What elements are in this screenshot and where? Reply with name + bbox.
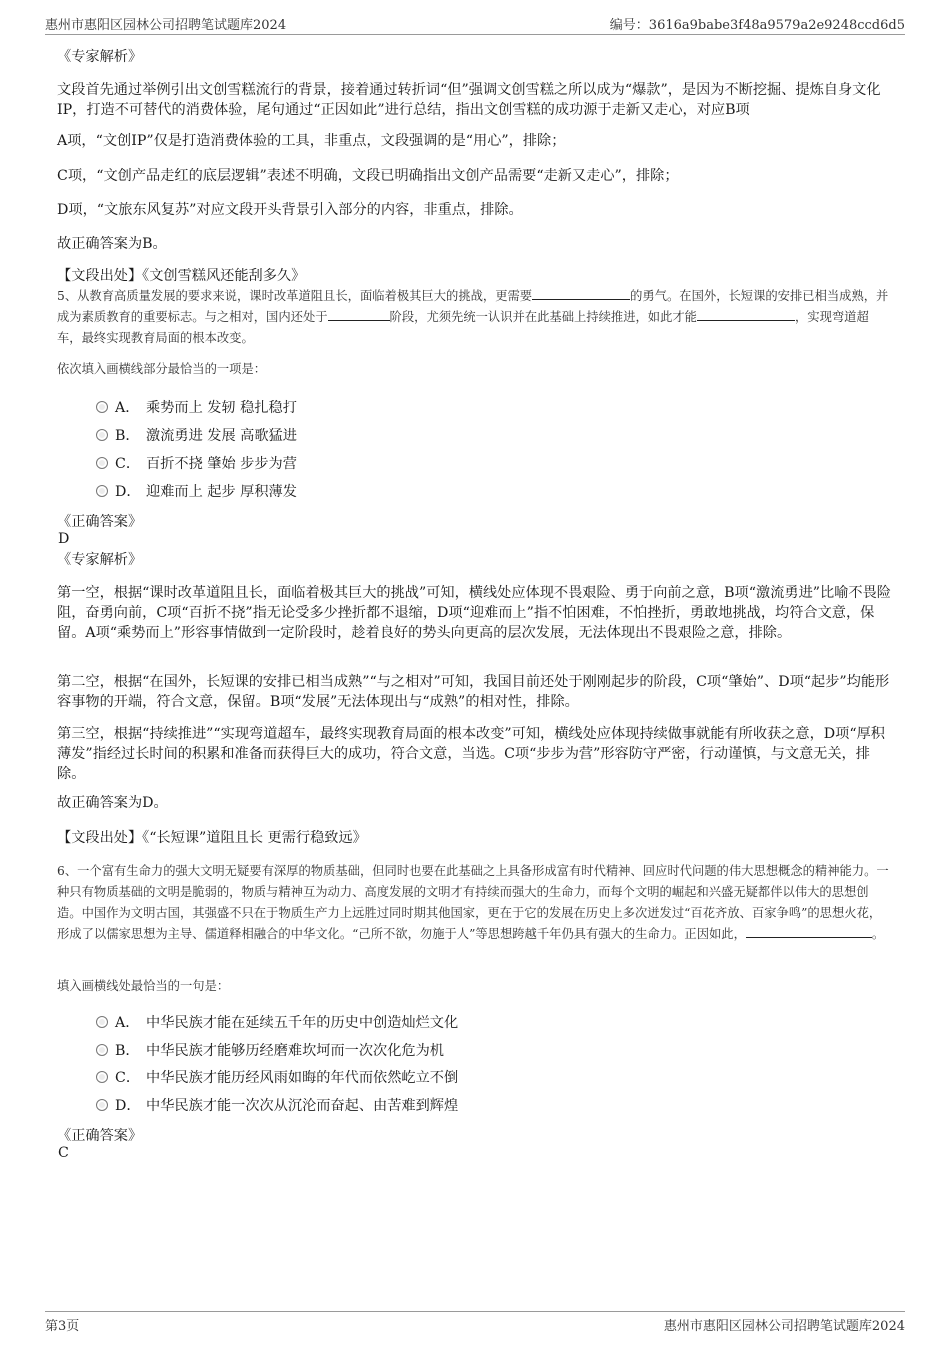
q6-option-b[interactable] bbox=[96, 1041, 444, 1061]
footer-page-number: 第3页 bbox=[45, 1319, 80, 1334]
q5-correct-title: 《正确答案》 bbox=[57, 514, 143, 530]
q6-question-text bbox=[57, 861, 893, 945]
q5-option-d-letter: D． bbox=[115, 484, 141, 500]
q5-source: 【文段出处】《“长短课”道阻且长 更需行稳致远》 bbox=[57, 830, 367, 846]
q5-option-c-text: 百折不挠 肇始 步步为营 bbox=[146, 456, 297, 472]
radio-icon[interactable] bbox=[96, 485, 108, 497]
q6-option-c[interactable] bbox=[96, 1068, 458, 1088]
q5-option-a-letter: A． bbox=[115, 400, 140, 416]
radio-icon[interactable] bbox=[96, 401, 108, 413]
q5-option-d[interactable] bbox=[96, 482, 297, 502]
q6-prompt: 填入画横线处最恰当的一句是： bbox=[57, 979, 230, 993]
q6-option-b-letter: B． bbox=[115, 1043, 140, 1059]
q5-option-b-text: 激流勇进 发展 高歌猛进 bbox=[146, 428, 297, 444]
q5-blank-1 bbox=[532, 286, 630, 300]
q5-option-c[interactable] bbox=[96, 454, 297, 474]
q5-text-d: ，实现弯道超车，最终实现教育局面的根本改变。 bbox=[57, 310, 869, 345]
q5-option-c-letter: C． bbox=[115, 456, 141, 472]
q5-blank-2 bbox=[328, 307, 390, 321]
q4-analysis-p2: A项，“文创IP”仅是打造消费体验的工具，非重点，文段强调的是“用心”，排除； bbox=[57, 133, 566, 149]
q5-analysis-p3: 第三空，根据“持续推进”“实现弯道超车，最终实现教育局面的根本改变”可知，横线处应体现持续做事就能有所收获之意，D项“厚积薄发”指经过长时间的积累和准备而获得巨大的成功，符合文意，当选。C项“步步为营”形容防守严密，行动谨慎，与文意无关，排除。 bbox=[57, 726, 885, 782]
q6-option-d[interactable] bbox=[96, 1096, 458, 1116]
q6-option-c-text: 中华民族才能历经风雨如晦的年代而依然屹立不倒 bbox=[146, 1070, 459, 1086]
q4-analysis-p3: C项，“文创产品走红的底层逻辑”表述不明确，文段已明确指出文创产品需要“走新又走心”，排除； bbox=[57, 168, 679, 184]
q6-option-d-text: 中华民族才能一次次从沉沦而奋起、由苦难到辉煌 bbox=[146, 1098, 459, 1114]
q5-option-b-letter: B． bbox=[115, 428, 140, 444]
q5-option-a[interactable] bbox=[96, 398, 297, 418]
q6-option-a-letter: A． bbox=[115, 1015, 140, 1031]
header-doc-title: 惠州市惠阳区园林公司招聘笔试题库2024 bbox=[45, 18, 287, 33]
radio-icon[interactable] bbox=[96, 1044, 108, 1056]
q6-option-c-letter: C． bbox=[115, 1070, 141, 1086]
q6-correct-answer: C bbox=[58, 1145, 69, 1161]
q4-source: 【文段出处】《文创雪糕风还能刮多久》 bbox=[57, 268, 306, 284]
q6-option-b-text: 中华民族才能够历经磨难坎坷而一次次化危为机 bbox=[146, 1043, 444, 1059]
q5-option-b[interactable] bbox=[96, 426, 297, 446]
q4-analysis-p4: D项，“文旅东风复苏”对应文段开头背景引入部分的内容，非重点，排除。 bbox=[57, 202, 523, 218]
q5-answer-line: 故正确答案为D。 bbox=[57, 795, 168, 811]
radio-icon[interactable] bbox=[96, 429, 108, 441]
q5-text-a: 5、从教育高质量发展的要求来说，课时改革道阻且长，面临着极其巨大的挑战，更需要 bbox=[57, 289, 533, 303]
q5-expert-title: 《专家解析》 bbox=[57, 552, 143, 568]
q5-question-text bbox=[57, 286, 893, 349]
radio-icon[interactable] bbox=[96, 1016, 108, 1028]
q6-correct-title: 《正确答案》 bbox=[57, 1128, 143, 1144]
q5-blank-3 bbox=[697, 307, 795, 321]
q6-option-a[interactable] bbox=[96, 1013, 458, 1033]
q5-option-a-text: 乘势而上 发轫 稳扎稳打 bbox=[146, 400, 297, 416]
q6-text-end: 。 bbox=[871, 927, 885, 941]
q6-text: 6、一个富有生命力的强大文明无疑要有深厚的物质基础，但同时也要在此基础之上具备形成富有时代精神、回应时代问题的伟大思想概念的精神能力。一种只有物质基础的文明是脆弱的，物质与精神互为动力、高度发展的文明才有持续而强大的生命力，而每个文明的崛起和兴盛无疑都伴以伟大的思想创造。中国作为文明古国，其强盛不只在于物质生产力上远胜过同时期其他国家，更在于它的发展在历史上多次迸发过“百花齐放、百家争鸣”的思想火花，形成了以儒家思想为主导、儒道释相融合的中华文化。“己所不欲，勿施于人”等思想跨越千年仍具有强大的生命力。正因如此， bbox=[57, 864, 889, 941]
q5-correct-answer: D bbox=[58, 531, 70, 547]
q4-analysis-p1: 文段首先通过举例引出文创雪糕流行的背景，接着通过转折词“但”强调文创雪糕之所以成为“爆款”，是因为不断挖掘、提炼自身文化IP，打造不可替代的消费体验，尾句通过“正因如此”进行总结，指出文创雪糕的成功源于走新又走心，对应B项 bbox=[57, 82, 881, 118]
q6-blank bbox=[746, 924, 872, 938]
q4-expert-title: 《专家解析》 bbox=[57, 49, 143, 65]
q4-answer-line: 故正确答案为B。 bbox=[57, 236, 167, 252]
q6-option-a-text: 中华民族才能在延续五千年的历史中创造灿烂文化 bbox=[146, 1015, 459, 1031]
q5-text-b: 的勇气。在国外，长短课的安排已相当成熟，并成为素质教育的重要标志。与之相对，国内还处于 bbox=[57, 289, 889, 324]
q5-text-c: 阶段，尤须先统一认识并在此基础上持续推进，如此才能 bbox=[389, 310, 697, 324]
header-doc-id: 编号：3616a9babe3f48a9579a2e9248ccd6d5 bbox=[609, 18, 905, 33]
page-footer bbox=[45, 1311, 905, 1336]
q5-analysis-p1: 第一空，根据“课时改革道阻且长，面临着极其巨大的挑战”可知，横线处应体现不畏艰险、勇于向前之意，B项“激流勇进”比喻不畏险阻，奋勇向前，C项“百折不挠”指无论受多少挫折都不退缩，D项“迎难而上”指不怕困难，不怕挫折，勇敢地挑战，均符合文意，保留。A项“乘势而上”形容事情做到一定阶段时，趁着良好的势头向更高的层次发展，无法体现出不畏艰险之意，排除。 bbox=[57, 585, 891, 641]
footer-doc-title: 惠州市惠阳区园林公司招聘笔试题库2024 bbox=[663, 1319, 905, 1334]
radio-icon[interactable] bbox=[96, 1099, 108, 1111]
q5-prompt: 依次填入画横线部分最恰当的一项是： bbox=[57, 362, 267, 376]
q6-option-d-letter: D． bbox=[115, 1098, 141, 1114]
radio-icon[interactable] bbox=[96, 1071, 108, 1083]
q5-analysis-p2: 第二空，根据“在国外，长短课的安排已相当成熟”“与之相对”可知，我国目前还处于刚刚起步的阶段，C项“肇始”、D项“起步”均能形容事物的开端，符合文意，保留。B项“发展”无法体现出与“成熟”的相对性，排除。 bbox=[57, 674, 890, 710]
q5-option-d-text: 迎难而上 起步 厚积薄发 bbox=[146, 484, 297, 500]
radio-icon[interactable] bbox=[96, 457, 108, 469]
